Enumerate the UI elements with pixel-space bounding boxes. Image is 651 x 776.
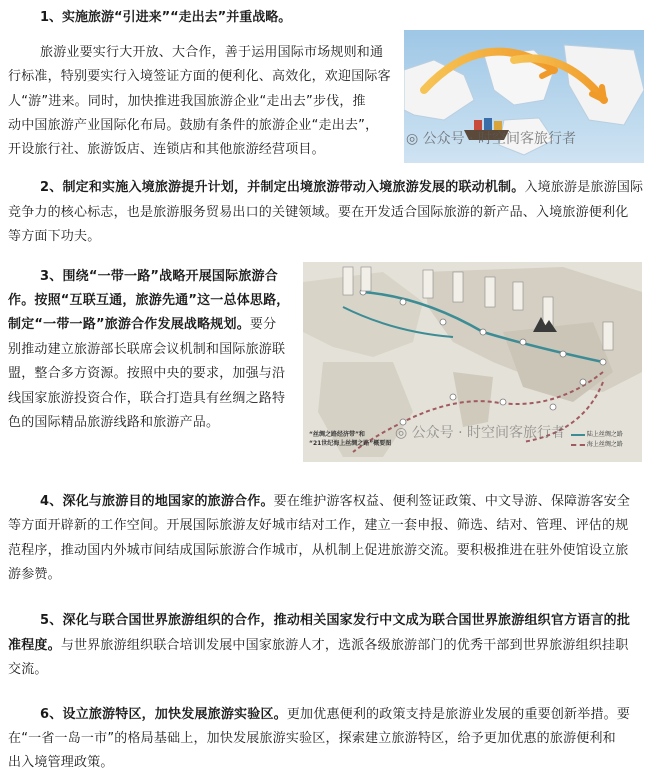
section-6-line-3: 出入境管理政策。: [8, 755, 114, 770]
belt-and-road-map: [303, 262, 642, 462]
section-5-line-3: 交流。: [8, 662, 48, 677]
map-legend-title-line-1: “丝绸之路经济带”和: [309, 431, 365, 438]
section-4-line-4: 游参赞。: [8, 567, 61, 582]
section-6-line-2: 在“一省一岛一市”的格局基础上，加快发展旅游实验区，探索建立旅游特区，给予更加优惠的旅游便利和: [8, 731, 616, 746]
section-3-line-4: 别推动建立旅游部长联席会议机制和国际旅游联: [8, 342, 286, 357]
section-5-line-2: 准程度。与世界旅游组织联合培训发展中国家旅游人才，选派各级旅游部门的优秀干部到世界旅游组织挂职: [8, 638, 629, 653]
section-3-line-1: 3、围绕“一带一路”战略开展国际旅游合: [40, 269, 278, 284]
section-6-line-1: 6、设立旅游特区，加快发展旅游实验区。更加优惠便利的政策支持是旅游业发展的重要创新举措。要: [40, 707, 631, 722]
section-1-line-3: 人“游”进来。同时，加快推进我国旅游企业“走出去”步伐，推: [8, 94, 366, 109]
section-1-heading: 1、实施旅游“引进来”“走出去”并重战略。: [40, 10, 292, 25]
section-3-line-3: 制定“一带一路”旅游合作发展战略规划。要分: [8, 317, 277, 332]
section-3-line-6: 线国家旅游投资合作，联合打造具有丝绸之路特: [8, 391, 286, 406]
section-4-line-1: 4、深化与旅游目的地国家的旅游合作。要在维护游客权益、便利签证政策、中文导游、保障游客安全: [40, 494, 631, 509]
section-3-line-7: 色的国际精品旅游线路和旅游产品。: [8, 415, 220, 430]
wechat-icon: ◎: [395, 425, 412, 441]
section-2-line-1: 2、制定和实施入境旅游提升计划，并制定出境旅游带动入境旅游发展的联动机制。入境旅游是旅游国际: [40, 180, 644, 195]
section-3-line-5: 盟，整合多方资源。按照中央的要求，加强与沿: [8, 366, 286, 381]
watermark-1: ◎ 公众号 · 时空间客旅行者: [406, 131, 577, 147]
section-4-line-2: 等方面开辟新的工作空间。开展国际旅游友好城市结对工作，建立一套申报、筛选、结对、管理、评估的规: [8, 518, 629, 533]
map-legend: [571, 430, 623, 450]
section-1-line-4: 动中国旅游产业国际化布局。鼓励有条件的旅游企业“走出去”，: [8, 118, 379, 133]
section-2-line-2: 竞争力的核心标志，也是旅游服务贸易出口的关键领域。要在开发适合国际旅游的新产品、入境旅游便利化: [8, 205, 629, 220]
section-1-line-1: 旅游业要实行大开放、大合作，善于运用国际市场规则和通: [40, 45, 384, 60]
section-1-line-2: 行标准，特别要实行入境签证方面的便利化、高效化，欢迎国际客: [8, 69, 391, 84]
map-legend-title-line-2: “21世纪海上丝绸之路”概要图: [309, 440, 392, 447]
world-trade-illustration: [404, 30, 644, 163]
section-2-line-3: 等方面下功夫。: [8, 229, 101, 244]
section-4-line-3: 范程序，推动国内外城市间结成国际旅游合作城市，从机制上促进旅游交流。要积极推进在驻外使馆设立旅: [8, 543, 629, 558]
section-3-line-2: 作。按照“互联互通，旅游先通”这一总体思路，: [8, 293, 290, 308]
watermark-2: ◎ 公众号 · 时空间客旅行者: [395, 425, 566, 441]
map-legend-land: 陆上丝绸之路: [571, 430, 623, 440]
section-5-line-1: 5、深化与联合国世界旅游组织的合作，推动相关国家发行中文成为联合国世界旅游组织官方语言的批: [40, 613, 631, 628]
section-1-line-5: 开设旅行社、旅游饭店、连锁店和其他旅游经营项目。: [8, 142, 325, 157]
map-legend-sea: 海上丝绸之路: [571, 440, 623, 450]
map-legend-title: [309, 430, 391, 448]
wechat-icon: ◎: [406, 131, 423, 147]
